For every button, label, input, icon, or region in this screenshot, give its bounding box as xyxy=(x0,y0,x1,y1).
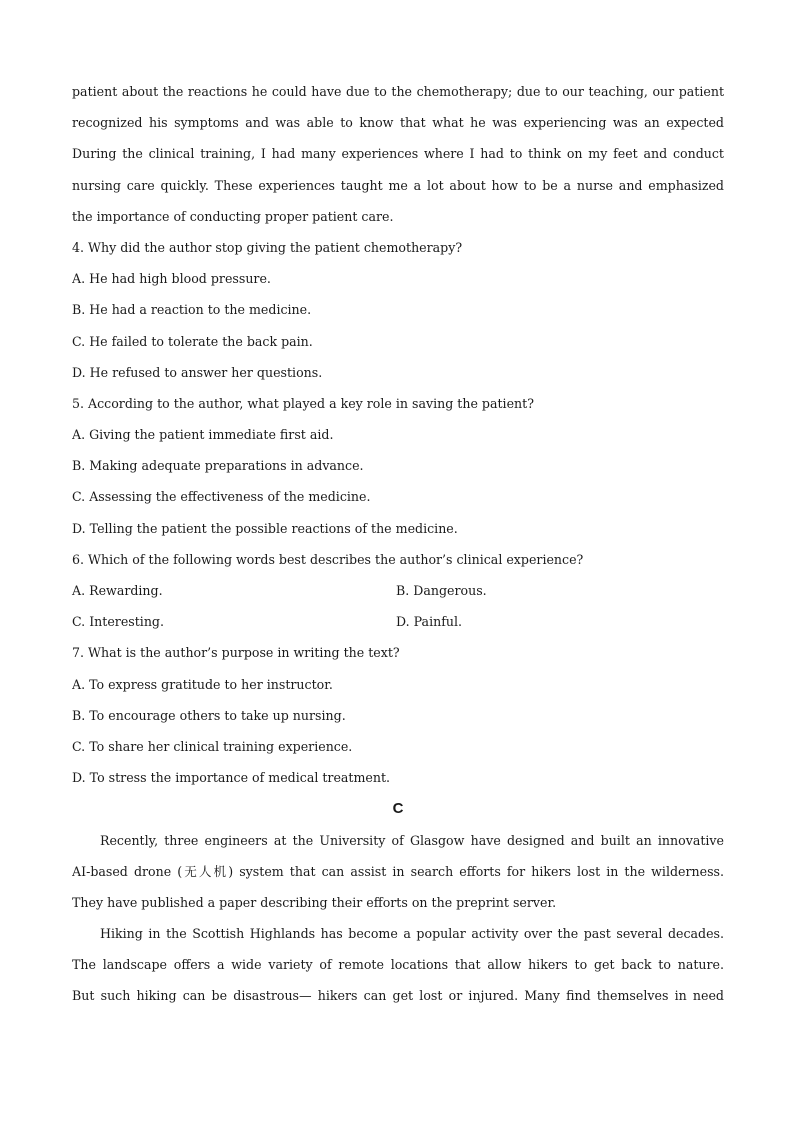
text-line: AI-based drone (无人机) system that can assist in search efforts for hikers lost in the wilderness. xyxy=(72,863,724,879)
text-line: But such hiking can be disastrous— hikers can get lost or injured. Many find themselves in need xyxy=(72,988,724,1004)
question-6 xyxy=(72,544,724,638)
page-content xyxy=(72,76,724,1012)
text-line: They have published a paper describing their efforts on the preprint server. xyxy=(72,894,557,910)
option-d: D. He refused to answer her questions. xyxy=(72,364,323,380)
question-stem: 7. What is the author’s purpose in writing the text? xyxy=(72,645,400,661)
section-c-paragraph-1 xyxy=(72,825,724,919)
option-c: C. Assessing the effectiveness of the medicine. xyxy=(72,489,371,505)
section-c-heading: C xyxy=(392,800,404,818)
option-b: B. Making adequate preparations in advance. xyxy=(72,458,364,474)
option-c: C. Interesting. xyxy=(72,614,164,630)
option-d: D. Painful. xyxy=(396,614,463,630)
question-5 xyxy=(72,388,724,544)
section-c-paragraph-2 xyxy=(72,918,724,1012)
option-a: A. To express gratitude to her instructor. xyxy=(72,676,333,692)
question-stem: 4. Why did the author stop giving the patient chemotherapy? xyxy=(72,239,463,255)
text-line: The landscape offers a wide variety of remote locations that allow hikers to get back to nature. xyxy=(72,957,724,973)
option-b: B. Dangerous. xyxy=(396,583,487,598)
option-a: A. Giving the patient immediate first aid. xyxy=(72,427,334,443)
option-b: B. He had a reaction to the medicine. xyxy=(72,302,312,318)
option-d: D. Telling the patient the possible reactions of the medicine. xyxy=(72,520,458,536)
option-d: D. To stress the importance of medical treatment. xyxy=(72,770,391,786)
option-a: A. Rewarding. xyxy=(72,583,163,598)
question-stem: 6. Which of the following words best describes the author’s clinical experience? xyxy=(72,551,584,567)
text-line: Hiking in the Scottish Highlands has become a popular activity over the past several decades. xyxy=(100,926,724,942)
option-b: B. To encourage others to take up nursing. xyxy=(72,707,346,723)
option-c: C. He failed to tolerate the back pain. xyxy=(72,333,313,349)
text-line: recognized his symptoms and was able to know that what he was experiencing was an expected xyxy=(72,115,724,131)
text-line: Recently, three engineers at the University of Glasgow have designed and built an innovative xyxy=(100,832,724,848)
option-a: A. He had high blood pressure. xyxy=(72,271,271,287)
question-4 xyxy=(72,232,724,388)
text-line: the importance of conducting proper patient care. xyxy=(72,208,394,224)
option-row xyxy=(72,606,724,637)
option-row xyxy=(72,575,724,606)
text-line: During the clinical training, I had many experiences where I had to think on my feet and conduct xyxy=(72,146,724,162)
option-c: C. To share her clinical training experience. xyxy=(72,738,353,754)
question-stem: 5. According to the author, what played a key role in saving the patient? xyxy=(72,395,534,411)
text-line: nursing care quickly. These experiences taught me a lot about how to be a nurse and emphasized xyxy=(72,177,724,193)
passage-b-ending xyxy=(72,76,724,232)
question-7 xyxy=(72,637,724,793)
text-line: patient about the reactions he could have due to the chemotherapy; due to our teaching, our patient xyxy=(72,84,724,99)
